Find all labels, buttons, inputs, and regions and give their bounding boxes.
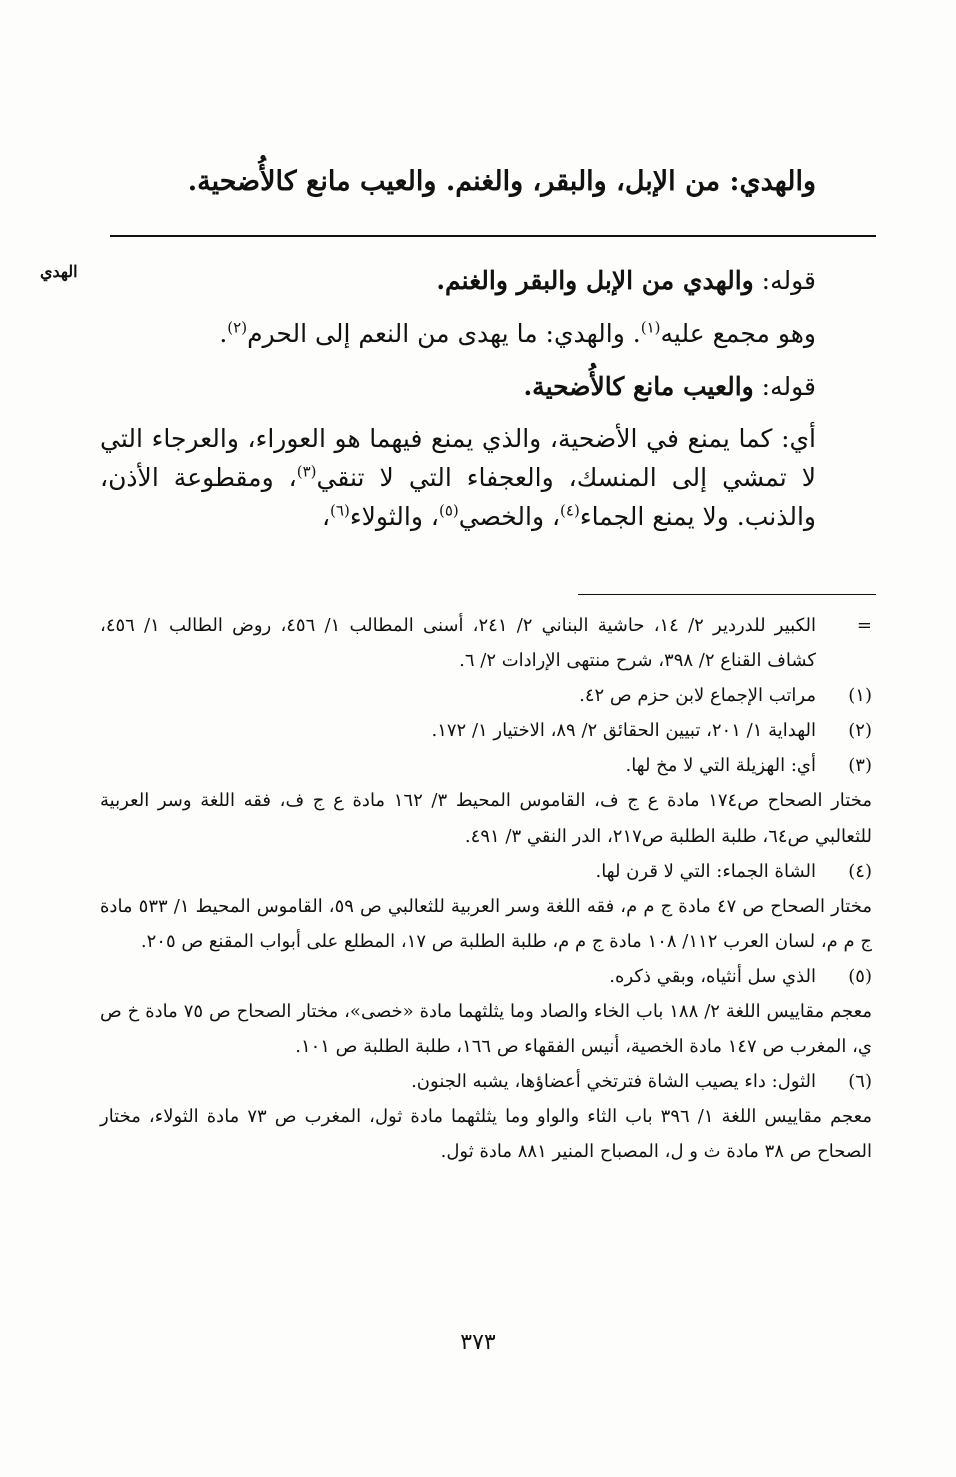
text-segment: وهو مجمع عليه [660, 318, 816, 348]
quote-bold: والعيب مانع كالأُضحية. [523, 371, 754, 401]
footnote-2 [100, 713, 872, 748]
footnote-ref-1[interactable]: (١) [640, 318, 661, 337]
text-segment: . [219, 318, 228, 348]
footnote-number: (١) [848, 685, 872, 707]
main-text [100, 262, 816, 537]
footnote-references: معجم مقاييس اللغة ٢/ ١٨٨ باب الخاء والصاد وما يثلثهما مادة «خصى»، مختار الصحاح ص ٧٥ مادة خ ص ي، المغرب ص ١٤٧ مادة الخصية، أنيس الفقهاء ص ١٦٦، طلبة الطلبة ص ١٠١. [100, 1001, 872, 1058]
footnotes [100, 608, 872, 1170]
commentary-paragraph [100, 420, 816, 536]
footnote-text: الثول: داء يصيب الشاة فترتخي أعضاؤها، يشبه الجنون. [411, 1071, 816, 1093]
text-segment: ، ومقطوعة الأذن، والذنب. ولا يمنع الجماء [100, 463, 816, 531]
footnote-ref-6[interactable]: (٦) [330, 501, 350, 520]
footnote-text: مراتب الإجماع لابن حزم ص ٤٢. [579, 685, 816, 707]
footnote-ref-4[interactable]: (٤) [560, 501, 580, 520]
text-segment: ، [321, 501, 331, 531]
section-heading: والهدي: من الإبل، والبقر، والغنم. والعيب مانع كالأُضحية. [187, 166, 816, 197]
quote-line-2 [100, 368, 816, 407]
footnote-ref-5[interactable]: (٥) [438, 501, 459, 520]
text-segment: ، والخصي [458, 501, 561, 531]
footnote-number: (٣) [848, 755, 872, 777]
text-segment: ، والثولاء [349, 501, 439, 531]
footnote-references: مختار الصحاح ص١٧٤ مادة ع ج ف، القاموس المحيط ٣/ ١٦٢ مادة ع ج ف، فقه اللغة وسر العربية للثعالبي ص٦٤، طلبة الطلبة ص٢١٧، الدر النقي ٣/ ٤٩١. [100, 790, 872, 847]
heading-divider [110, 235, 876, 237]
footnote-number: (٦) [848, 1071, 872, 1093]
text-segment: . والهدي: ما يهدى من النعم إلى الحرم [247, 318, 641, 348]
footnote-divider [578, 594, 876, 595]
page-number: ٣٧٣ [460, 1330, 496, 1355]
text-segment: أي: كما يمنع في الأضحية، والذي يمنع فيهما هو العوراء، والعرجاء التي لا تمشي إلى المنسك، والعجفاء التي لا تنقي [100, 424, 816, 492]
footnote-references: معجم مقاييس اللغة ١/ ٣٩٦ باب الثاء والواو وما يثلثهما مادة ثول، المغرب ص ٧٣ مادة الثولاء، مختار الصحاح ص ٣٨ مادة ث و ل، المصباح المنير ٨٨١ مادة ثول. [100, 1106, 872, 1163]
footnote-ref-3[interactable]: (٣) [296, 462, 317, 481]
continuation-mark: = [856, 615, 872, 636]
footnote-number: (٥) [848, 965, 872, 987]
quote-prefix: قوله: [753, 266, 816, 295]
footnote-text: الهداية ١/ ٢٠١، تبيين الحقائق ٢/ ٨٩، الاختيار ١/ ١٧٢. [431, 720, 816, 742]
footnote-references: مختار الصحاح ص ٤٧ مادة ج م م، فقه اللغة وسر العربية للثعالبي ص ٥٩، القاموس المحيط ١/ ٥٣٣ مادة ج م م، لسان العرب ١١٢/ ١٠٨ مادة ج م م، طلبة الطلبة ص ١٧، المطلع على أبواب المقنع ص ٢٠٥. [100, 895, 873, 952]
footnote-3 [100, 748, 872, 853]
footnote-4 [100, 854, 872, 959]
footnote-1 [100, 678, 872, 713]
explanation-line [100, 315, 816, 354]
quote-bold: والهدي من الإبل والبقر والغنم. [436, 266, 754, 295]
footnote-6 [100, 1064, 872, 1169]
footnote-text: الشاة الجماء: التي لا قرن لها. [595, 860, 816, 882]
margin-label: الهدي [40, 262, 78, 281]
footnote-number: (٢) [848, 720, 872, 742]
footnote-5 [100, 959, 872, 1064]
footnote-text: الكبير للدردير ٢/ ١٤، حاشية البناني ٢/ ٢٤١، أسنى المطالب ١/ ٤٥٦، روض الطالب ١/ ٤٥٦، كشاف القناع ٢/ ٣٩٨، شرح منتهى الإرادات ٢/ ٦. [100, 615, 816, 672]
footnote-text: أي: الهزيلة التي لا مخ لها. [625, 755, 816, 777]
footnote-number: (٤) [848, 860, 872, 882]
footnote-ref-2[interactable]: (٢) [227, 318, 248, 337]
quote-line-1 [100, 262, 816, 301]
footnote-continuation [100, 608, 872, 678]
footnote-text: الذي سل أنثياه، وبقي ذكره. [609, 965, 816, 987]
quote-prefix: قوله: [753, 371, 816, 401]
